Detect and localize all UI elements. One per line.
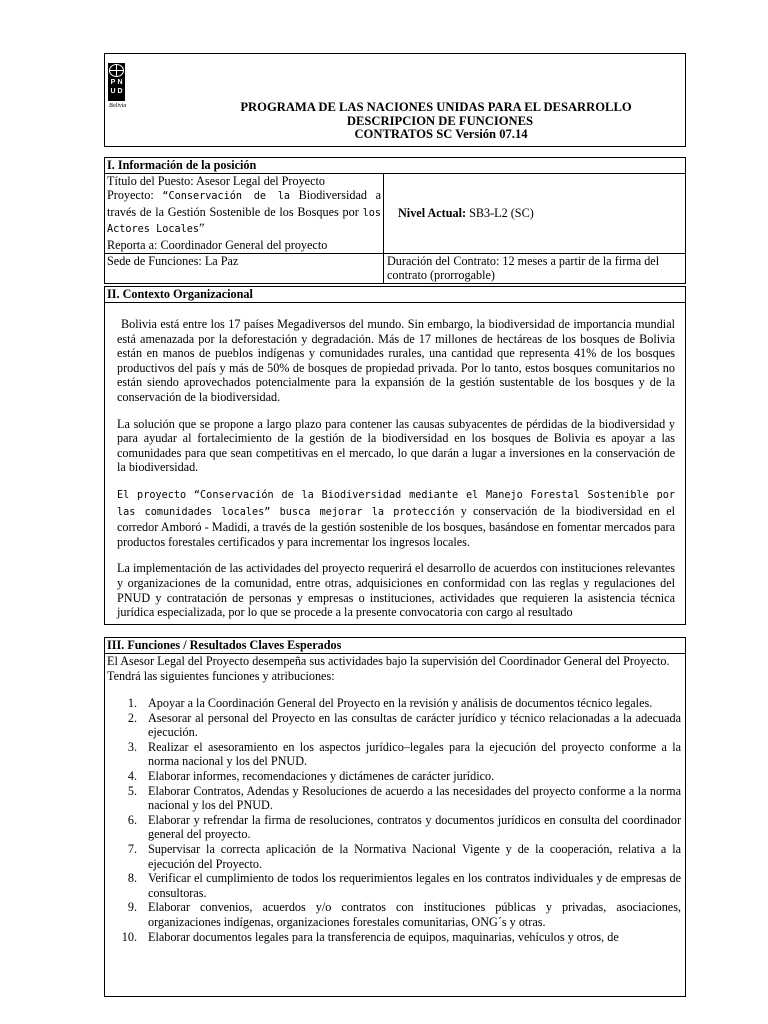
- list-item: [111, 930, 681, 945]
- level-cell: [384, 173, 686, 253]
- project-name-mono-part-1: “Conservación de la: [162, 191, 290, 203]
- list-item: [111, 842, 681, 871]
- list-item: [111, 740, 681, 769]
- section-2-heading: II. Contexto Organizacional: [105, 287, 685, 303]
- level-label: Nivel Actual:: [398, 205, 467, 220]
- item-text: Realizar el asesoramiento en los aspectos jurídico–legales para la ejecución del proyecto conforme a la norma nacional y los del PNUD.: [148, 739, 681, 769]
- item-text: Verificar el cumplimiento de todos los requerimientos legales en los contratos individuales y de empresas de consultoras.: [148, 871, 681, 900]
- context-paragraph-2: La solución que se propone a largo plazo para contener las causas subyacentes de pérdidas de la biodiversidad y para ayudar al fortalecimiento de la gestión de la biodiversidad en los bosques de Bolivia es apoyar a las comunidades para que sean competitivas en el mercado, lo que darán a lugar a inversiones en la conservación de la biodiversidad.: [117, 416, 675, 475]
- section-3-heading: III. Funciones / Resultados Claves Esperados: [105, 638, 685, 654]
- duty-station: Sede de Funciones: La Paz: [105, 253, 384, 283]
- functions-intro: El Asesor Legal del Proyecto desempeña sus actividades bajo la supervisión del Coordinador General del Proyecto. Tendrá las siguientes funciones y atribuciones:: [107, 654, 670, 683]
- item-number: 9.: [127, 900, 137, 915]
- list-item: [111, 813, 681, 842]
- context-paragraph-3-mono: El proyecto “Conservación de la Biodiversidad mediante el Manejo Forestal Sostenible por las comunidades locales” busca mejorar la protección: [117, 489, 675, 518]
- list-item: [111, 696, 681, 711]
- context-text: [117, 317, 675, 632]
- list-item: [111, 769, 681, 784]
- title-line-3: CONTRATOS SC Versión 07.14: [354, 127, 528, 141]
- item-text: Elaborar Contratos, Adendas y Resoluciones de acuerdo a las necesidades del proyecto conforme a la norma nacional y los del PNUD.: [148, 783, 681, 813]
- item-text: Apoyar a la Coordinación General del Proyecto en la revisión y análisis de documentos técnico legales.: [148, 696, 653, 710]
- organizational-context-section: [104, 286, 686, 625]
- item-number: 10.: [121, 929, 137, 944]
- project-name-middle: Biodiversidad a través de la Gestión Sostenible de los Bosques por: [107, 188, 381, 219]
- item-number: 7.: [127, 841, 137, 856]
- project-name: [107, 188, 383, 238]
- level-value: SB3-L2 (SC): [466, 205, 534, 220]
- context-paragraph-3: [117, 487, 675, 549]
- item-text: Elaborar documentos legales para la transferencia de equipos, maquinarias, vehículos y otros, de: [148, 929, 619, 944]
- job-title: Título del Puesto: Asesor Legal del Proyecto: [107, 173, 325, 188]
- item-number: 4.: [127, 768, 137, 783]
- item-number: 3.: [127, 739, 137, 754]
- logo-letter: D: [117, 88, 123, 95]
- undp-logo: [108, 63, 125, 101]
- section-1-heading: I. Información de la posición: [105, 158, 686, 174]
- contract-duration: Duración del Contrato: 12 meses a partir de la firma del contrato (prorrogable): [384, 253, 686, 283]
- project-name-mono-part-2: los Actores Locales: [107, 207, 381, 236]
- context-paragraph-4: La implementación de las actividades del proyecto requerirá el desarrollo de acuerdos con instituciones relevantes y organizaciones de la comunidad, entre otras, adquisiciones en conformidad con las reglas y regulaciones del PNUD y contratación de personas y empresas o instituciones, actividades que requieren la asistencia técnica jurídica especializada, por lo que se procede a la presente convocatoria con cargo al resultado: [117, 561, 675, 620]
- project-label: Proyecto:: [107, 188, 163, 203]
- logo-caption: Bolivia: [109, 103, 127, 109]
- item-text: Asesorar al personal del Proyecto en las consultas de carácter jurídico y técnico relacionadas a la adecuada ejecución.: [148, 710, 681, 740]
- logo-letter: U: [110, 88, 116, 95]
- title-line-2: DESCRIPCION DE FUNCIONES: [346, 113, 534, 128]
- item-number: 8.: [127, 871, 137, 886]
- list-item: [111, 784, 681, 813]
- un-emblem-icon: [109, 64, 124, 77]
- context-paragraph-3-rest: y conservación de la biodiversidad en el corredor Amboró - Madidi, a través de la gestión sostenible de los bosques, basándose en fomentar mercados para productos forestales certificados y para incrementar los ingresos locales.: [117, 503, 676, 549]
- title-line-1: PROGRAMA DE LAS NACIONES UNIDAS PARA EL DESARROLLO: [240, 100, 632, 114]
- item-text: Elaborar informes, recomendaciones y dictámenes de carácter jurídico.: [148, 768, 495, 783]
- item-number: 5.: [127, 783, 137, 798]
- item-number: 2.: [127, 710, 137, 725]
- list-item: [111, 711, 681, 740]
- logo-letter: P: [110, 79, 116, 86]
- item-text: Elaborar y refrendar la firma de resoluciones, contratos y documentos jurídicos en consulta del coordinador general del proyecto.: [148, 812, 681, 842]
- document-title: [105, 101, 687, 142]
- item-text: Elaborar convenios, acuerdos y/o contratos con instituciones públicas y privadas, asociaciones, organizaciones indígenas, organizaciones forestales comunitarias, ONG´s y otras.: [148, 900, 681, 929]
- logo-letter: N: [117, 79, 123, 86]
- item-number: 6.: [127, 812, 137, 827]
- list-item: [111, 900, 681, 929]
- reports-to: Reporta a: Coordinador General del proyecto: [107, 237, 328, 252]
- document-header: [104, 53, 686, 147]
- functions-section: [104, 637, 686, 997]
- list-item: [111, 871, 681, 900]
- project-name-end: ”: [199, 221, 205, 236]
- position-details-cell: [105, 173, 384, 253]
- context-paragraph-1: Bolivia está entre los 17 países Megadiversos del mundo. Sin embargo, la biodiversidad de importancia mundial está amenazada por la deforestación y degradación. Más de 17 millones de hectáreas de los bosques de Bolivia están en manos de pueblos indígenas y comunidades rurales, una cantidad que representa 41% de los bosques productivos del país y más de 50% de bosques de propiedad privada. Por lo tanto, estos bosques comunitarios no están siendo aprovechados potencialmente para la expansión de la gestión sustentable de los bosques y de la conservación de la biodiversidad.: [117, 317, 675, 404]
- functions-list: [111, 696, 681, 944]
- position-info-table: [104, 157, 686, 284]
- item-text: Supervisar la correcta aplicación de la Normativa Nacional Vigente y de la cooperación, relativa a la ejecución del Proyecto.: [148, 841, 681, 871]
- item-number: 1.: [127, 696, 137, 710]
